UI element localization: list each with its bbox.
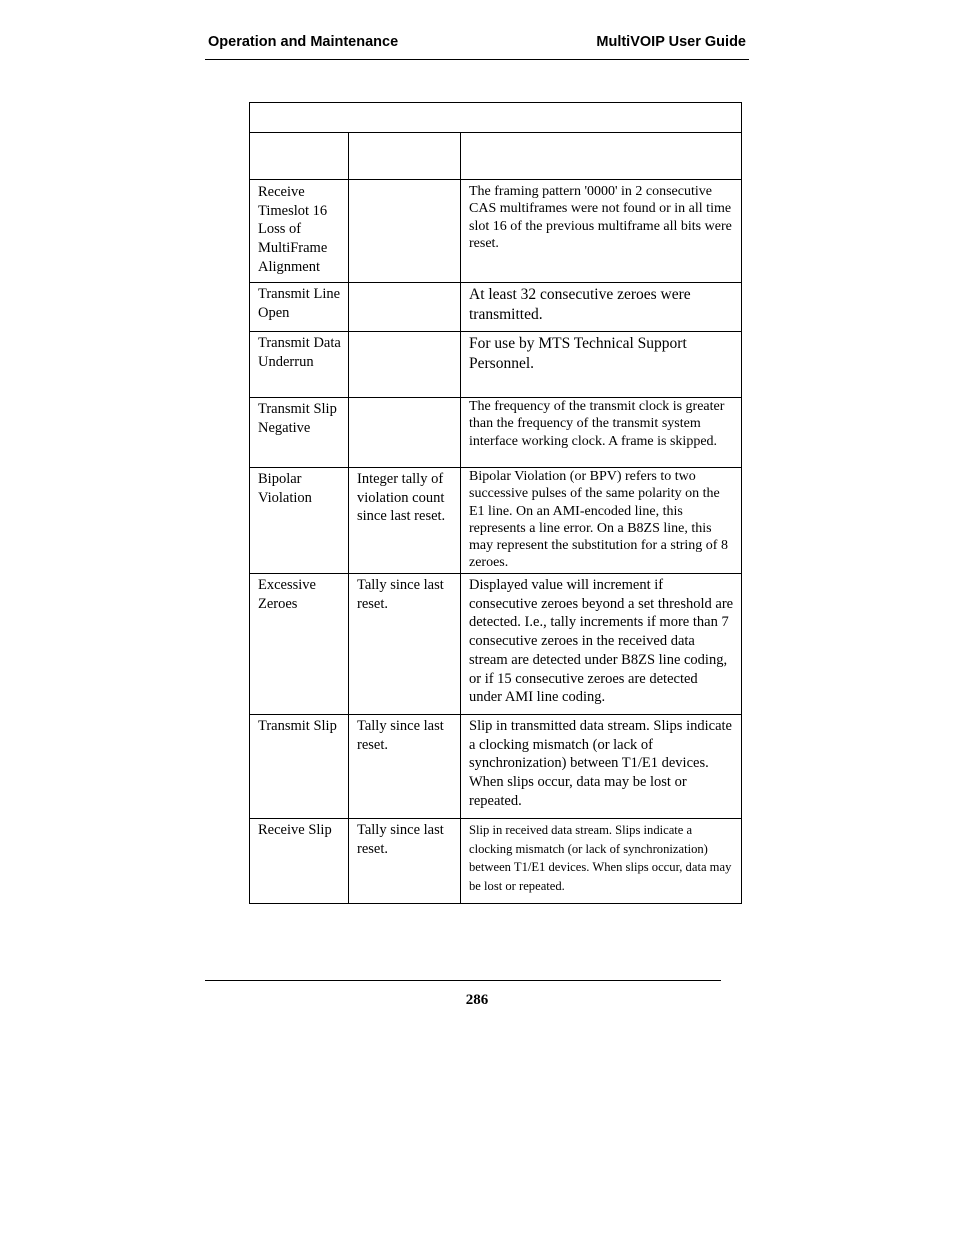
row-name: Transmit Slip Negative [250, 398, 349, 468]
document-title: MultiVOIP User Guide [596, 34, 746, 50]
table-row [250, 332, 742, 398]
row-value [349, 332, 461, 398]
table-row [250, 574, 742, 715]
table-title-row [250, 103, 742, 133]
section-title: Operation and Maintenance [208, 34, 399, 50]
row-value: Tally since last reset. [349, 715, 461, 819]
header-cell-description [461, 133, 742, 180]
row-name: Transmit Slip [250, 715, 349, 819]
row-description: At least 32 consecutive zeroes were transmitted. [461, 283, 742, 332]
row-description: Slip in transmitted data stream. Slips indicate a clocking mismatch (or lack of synchronization) between T1/E1 devices. When slips occur, data may be lost or repeated. [461, 715, 742, 819]
row-name: Transmit Line Open [250, 283, 349, 332]
table-row [250, 819, 742, 904]
table-row [250, 715, 742, 819]
table-row [250, 398, 742, 468]
table-header-row [250, 133, 742, 180]
row-name: Excessive Zeroes [250, 574, 349, 715]
footer-rule [205, 980, 721, 981]
table-row [250, 468, 742, 574]
row-description: Bipolar Violation (or BPV) refers to two successive pulses of the same polarity on the E1 line. On an AMI-encoded line, this represents a line error. On a B8ZS line, this may represent the substitution for a string of 8 zeroes. [461, 468, 742, 574]
row-value [349, 283, 461, 332]
table-row [250, 180, 742, 283]
table-row [250, 283, 742, 332]
statistics-table [249, 102, 742, 904]
row-value: Tally since last reset. [349, 574, 461, 715]
row-value: Tally since last reset. [349, 819, 461, 904]
row-name: Receive Timeslot 16 Loss of MultiFrame Alignment [250, 180, 349, 283]
row-value [349, 398, 461, 468]
row-description: For use by MTS Technical Support Personnel. [461, 332, 742, 398]
table-title-cell [250, 103, 742, 133]
row-description: Displayed value will increment if consecutive zeroes beyond a set threshold are detected. I.e., tally increments if more than 7 consecutive zeroes in the received data stream are detected under B8ZS line coding, or if 15 consecutive zeroes are detected under AMI line coding. [461, 574, 742, 715]
header-cell-name [250, 133, 349, 180]
page-number: 286 [465, 992, 489, 1008]
row-value: Integer tally of violation count since last reset. [349, 468, 461, 574]
row-name: Receive Slip [250, 819, 349, 904]
row-description: Slip in received data stream. Slips indicate a clocking mismatch (or lack of synchronization) between T1/E1 devices. When slips occur, data may be lost or repeated. [461, 819, 742, 904]
row-value [349, 180, 461, 283]
row-name: Bipolar Violation [250, 468, 349, 574]
row-description: The framing pattern '0000' in 2 consecutive CAS multiframes were not found or in all time slot 16 of the previous multiframe all bits were reset. [461, 180, 742, 283]
row-description: The frequency of the transmit clock is greater than the frequency of the transmit system interface working clock. A frame is skipped. [461, 398, 742, 468]
page-header [205, 33, 749, 60]
row-name: Transmit Data Underrun [250, 332, 349, 398]
header-cell-value [349, 133, 461, 180]
